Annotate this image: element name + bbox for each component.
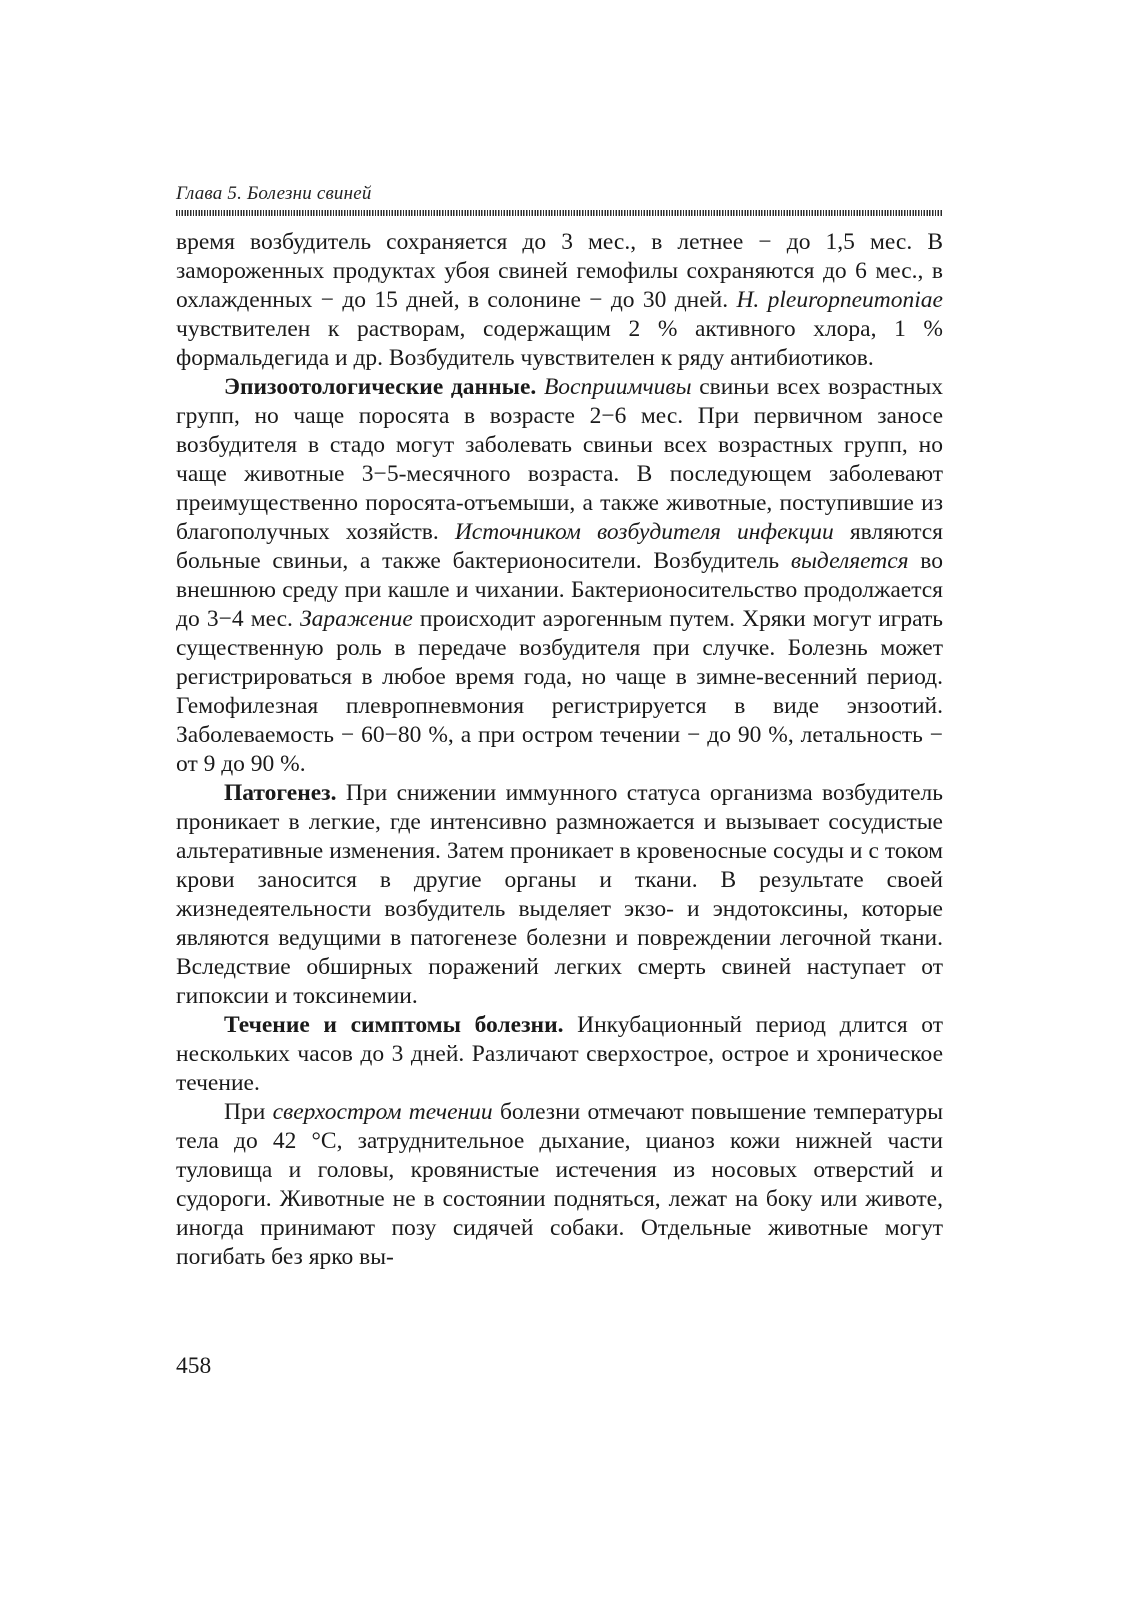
paragraph-pathogenesis [176,779,943,1011]
paragraph-text: происходит аэрогенным путем. Хряки могут играть существенную роль в передаче возбудителя при случке. Болезнь может регистрироваться в любое время года, но чаще в зимне-весенний период. Гемофилезная плевропневмония регистрируется в виде энзоотий. Заболеваемость − 60−80 %, а при остром течении − до 90 %, летальность − от 9 до 90 %. [176,606,943,777]
paragraph-hyperacute [176,1098,943,1272]
italic-term: Заражение [300,606,413,632]
section-heading-pathogenesis: Патогенез. [224,780,337,806]
italic-term: выделяется [790,548,909,574]
paragraph-text: При снижении иммунного статуса организма возбудитель проникает в легкие, где интенсивно размножается и вызывает сосудистые альтеративные изменения. Затем проникает в кровеносные сосуды и с током крови заносится в другие органы и ткани. В результате своей жизнедеятельности возбудитель выделяет экзо- и эндотоксины, которые являются ведущими в патогенезе болезни и повреждении легочной ткани. Вследствие обширных поражений легких смерть свиней наступает от гипоксии и токсинемии. [176,780,943,1009]
paragraph-text: болезни отмечают повышение температуры тела до 42 °С, затруднительное дыхание, цианоз кожи нижней части туловища и головы, кровянистые истечения из носовых отверстий и судороги. Животные не в состоянии подняться, лежат на боку или животе, иногда принимают позу сидячей собаки. Отдельные животные могут погибать без ярко вы- [176,1099,943,1270]
paragraph-text: время возбудитель сохраняется до 3 мес., в летнее − до 1,5 мес. В замороженных продуктах убоя свиней гемофилы сохраняются до 6 мес., в охлажденных − до 15 дней, в солонине − до 30 дней. [176,229,943,313]
paragraph-text: При [224,1099,273,1125]
paragraph-text: свиньи всех возрастных групп, но чаще поросята в возрасте 2−6 мес. При первичном заносе возбудителя в стадо могут заболевать свиньи всех возрастных групп, но чаще животные 3−5-месячного возраста. В последующем заболевают преимущественно поросята-отъемыши, а также животные, поступившие из благополучных хозяйств. [176,374,943,545]
section-heading-course-symptoms: Течение и симптомы болезни. [224,1012,564,1038]
italic-term: Восприимчивы [543,374,692,400]
paragraph-text: чувствителен к растворам, содержащим 2 % активного хлора, 1 % формальдегида и др. Возбудитель чувствителен к ряду антибиотиков. [176,316,943,371]
paragraph-continuation [176,228,943,373]
italic-term: сверхостром течении [272,1099,493,1125]
running-head-chapter-title: Глава 5. Болезни свиней [176,183,372,204]
pathogen-name: H. pleuropneumoniae [736,287,943,313]
paragraph-text: Инкубационный период длится от нескольких часов до 3 дней. Различают сверхострое, острое и хроническое течение. [176,1012,943,1096]
paragraph-course-symptoms [176,1011,943,1098]
body-text [176,228,943,1272]
paragraph-text: являются больные свиньи, а также бактерионосители. Возбудитель [176,519,943,574]
section-heading-epizootology: Эпизоотологические данные. [224,374,537,400]
header-rule [176,210,943,216]
italic-term: Источником возбудителя инфекции [454,519,834,545]
paragraph-text: во внешнюю среду при кашле и чихании. Бактерионосительство продолжается до 3−4 мес. [176,548,943,632]
page-number: 458 [176,1353,212,1379]
paragraph-epizootology [176,373,943,779]
